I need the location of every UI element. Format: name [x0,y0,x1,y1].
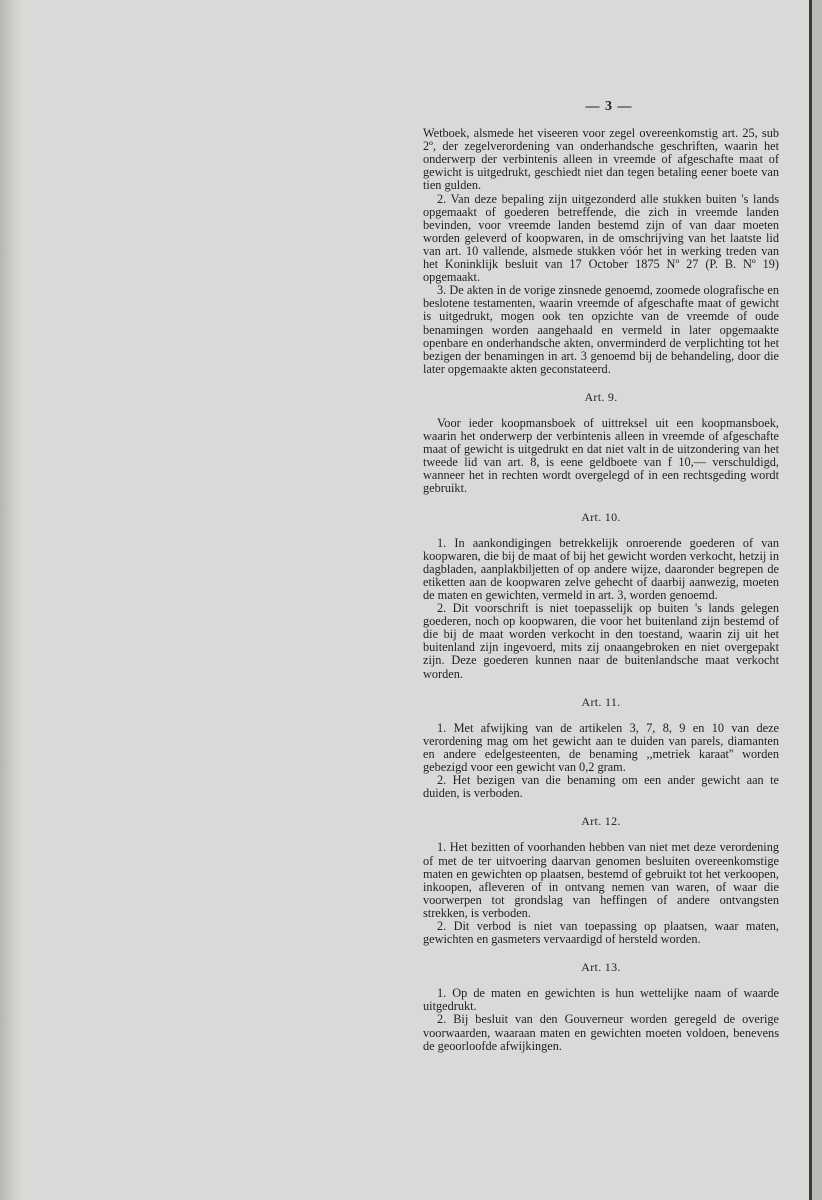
page-right-shadow [812,0,822,1200]
article-heading: Art. 13. [581,960,621,975]
intro-paragraph-2: 2. Van deze bepaling zijn uitgezonderd alle stukken buiten 's lands opgemaakt of goederen betreffende, die zich in vreemde landen bevinden, voor vreemde landen bestemd zijn of van daar moeten worden geleverd of koopwaren, in de omschrijving van het laatste lid van art. 10 vallende, alsmede stukken vóór het in werking treden van het Koninklijk besluit van 17 October 1875 Nº 27 (P. B. Nº 19) opgemaakt. [423,191,779,285]
article-paragraph: 2. Bij besluit van den Gouverneur worden geregeld de overige voorwaarden, waaraan maten en gewichten moeten voldoen, benevens de geoorloofde afwijkingen. [423,1012,779,1053]
article-heading: Art. 10. [581,509,621,524]
article-paragraph: 1. Op de maten en gewichten is hun wettelijke naam of waarde uitgedrukt. [423,986,779,1014]
article-paragraph: 1. Met afwijking van de artikelen 3, 7, 8, 9 en 10 van deze verordening mag om het gewicht aan te duiden van parels, diamanten en andere edelgesteenten, de benaming ,,metriek karaat'' worden gebezigd voor een gewicht van 0,2 gram. [423,720,779,775]
article-paragraph: 1. In aankondigingen betrekkelijk onroerende goederen of van koopwaren, die bij de maat of bij het gewicht worden verkocht, hetzij in dagbladen, aanplakbiljetten of op andere wijze, daaronder begrepen de etiketten aan de koopwaren zelve gehecht of daarbij aanwezig, moeten de maten en gewichten, vermeld in art. 3, worden genoemd. [423,535,779,602]
article-paragraph: Voor ieder koopmansboek of uittreksel uit een koopmansboek, waarin het onderwerp der verbintenis alleen in vreemde of afgeschafte maat of gewicht is uitgedrukt en dat niet valt in de uitzondering van het tweede lid van art. 8, is eene geldboete van f 10,— verschuldigd, wanneer het in rechten wordt overgelegd of in een rechtsgeding wordt gebruikt. [423,415,779,496]
intro-paragraph-1: Wetboek, alsmede het viseeren voor zegel overeenkomstig art. 25, sub 2º, der zegelverordening van onderhandsche geschriften, waarin het onderwerp der verbintenis alleen in vreemde of afgeschafte maat of gewicht is uitgedrukt, geschiedt niet dan tegen betaling eener boete van tien gulden. [423,126,779,193]
article-paragraph: 2. Het bezigen van die benaming om een ander gewicht aan te duiden, is verboden. [423,773,779,801]
article-paragraph: 1. Het bezitten of voorhanden hebben van niet met deze verordening of met de ter uitvoering daarvan genomen besluiten overeenkomstige maten en gewichten op plaatsen, bestemd of gebruikt tot het verkoopen, inkoopen, afleveren of in ontvang nemen van waren, of waar die voorwerpen tot grondslag van heffingen of andere ontvangsten strekken, is verboden. [423,840,779,920]
article-heading: Art. 12. [581,814,621,829]
page-number: — 3 — [585,99,633,114]
text-column [423,100,779,1053]
page-left-edge [0,0,22,1200]
intro-paragraph-3: 3. De akten in de vorige zinsnede genoemd, zoomede olografische en beslotene testamenten, waarin vreemde of afgeschafte maat of gewicht is uitgedrukt, mogen ook ten opzichte van de vreemde of oude benamingen worden aangehaald en vermeld in later opgemaakte openbare en onderhandsche akten, onverminderd de verplichting tot het bezigen der benamingen in art. 3 genoemd bij de behandeling, door die later opgemaakte akten geconstateerd. [423,283,779,376]
article-paragraph: 2. Dit voorschrift is niet toepasselijk op buiten 's lands gelegen goederen, noch op koopwaren, die voor het buitenland zijn bestemd of die bij de maat worden verkocht in den toestand, waarin zij uit het buitenland zijn ingevoerd, mits zij onaangebroken en niet overgepakt zijn. Deze goederen kunnen naar de buitenlandsche maat verkocht worden. [423,601,779,681]
article-heading: Art. 9. [584,389,618,404]
article-paragraph: 2. Dit verbod is niet van toepassing op plaatsen, waar maten, gewichten en gasmeters vervaardigd of hersteld worden. [423,918,779,947]
article-heading: Art. 11. [581,694,621,709]
